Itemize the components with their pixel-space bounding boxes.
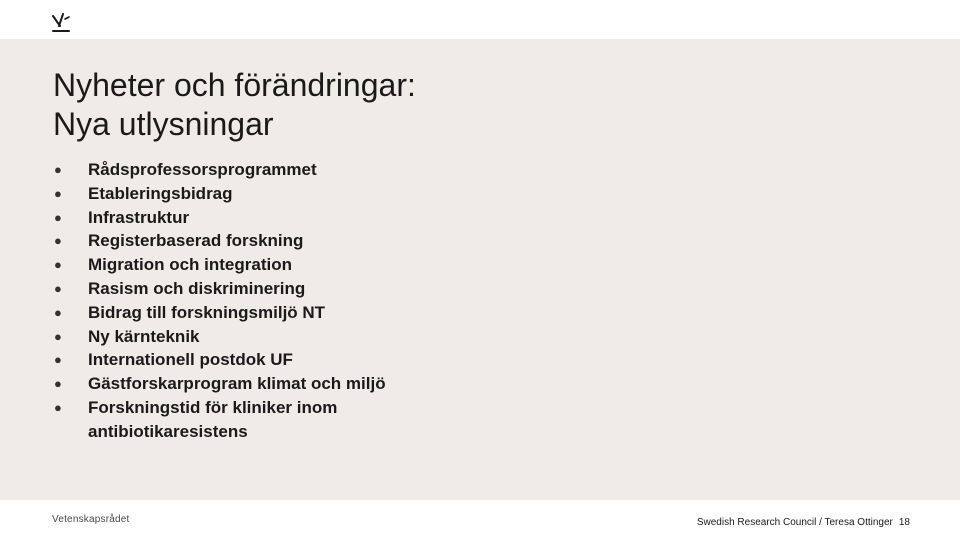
list-item-text: Migration och integration [88,255,292,275]
list-item [54,301,754,325]
list-item [54,372,754,396]
bullet-list [54,158,754,444]
bullet-marker: ● [54,352,62,368]
list-item [54,348,754,372]
slide-title [53,66,913,144]
bullet-marker: ● [54,185,62,201]
slide-title-line-2: Nya utlysningar [53,106,274,142]
page-number: 18 [898,517,910,528]
bullet-marker: ● [54,376,62,392]
list-item [54,396,754,444]
list-item [54,206,754,230]
list-item-text: Ny kärnteknik [88,326,200,346]
list-item [54,229,754,253]
list-item-text: Registerbaserad forskning [88,231,304,251]
list-item [54,182,754,206]
bullet-marker: ● [54,257,62,273]
footer-credit-area [697,517,910,528]
list-item [54,277,754,301]
list-item-text: Internationell postdok UF [88,350,293,370]
list-item-text: Etableringsbidrag [88,183,233,203]
list-item-text: Bidrag till forskningsmiljö NT [88,302,326,322]
bullet-marker: ● [54,209,62,225]
bullet-marker: ● [54,304,62,320]
list-item-text: Rådsprofessorsprogrammet [88,160,317,179]
list-item-text: Infrastruktur [88,207,190,227]
bullet-marker: ● [54,399,62,415]
bullet-marker: ● [54,233,62,249]
footer-credit: Swedish Research Council / Teresa Ottinger [696,517,893,528]
bullet-marker: ● [54,162,62,177]
org-wordmark: Vetenskapsrådet [52,514,130,525]
bullet-marker: ● [54,328,62,344]
list-item-text: Gästforskarprogram klimat och miljö [88,374,386,394]
list-item [54,253,754,277]
list-item-text: Forskningstid för kliniker inom antibiotikaresistens [88,397,338,441]
vetenskapsradet-logo-icon [50,12,74,36]
bullet-marker: ● [54,280,62,296]
slide-title-line-1: Nyheter och förändringar: [53,67,416,103]
list-item [54,325,754,349]
list-item-text: Rasism och diskriminering [88,278,306,298]
list-item [54,158,754,182]
